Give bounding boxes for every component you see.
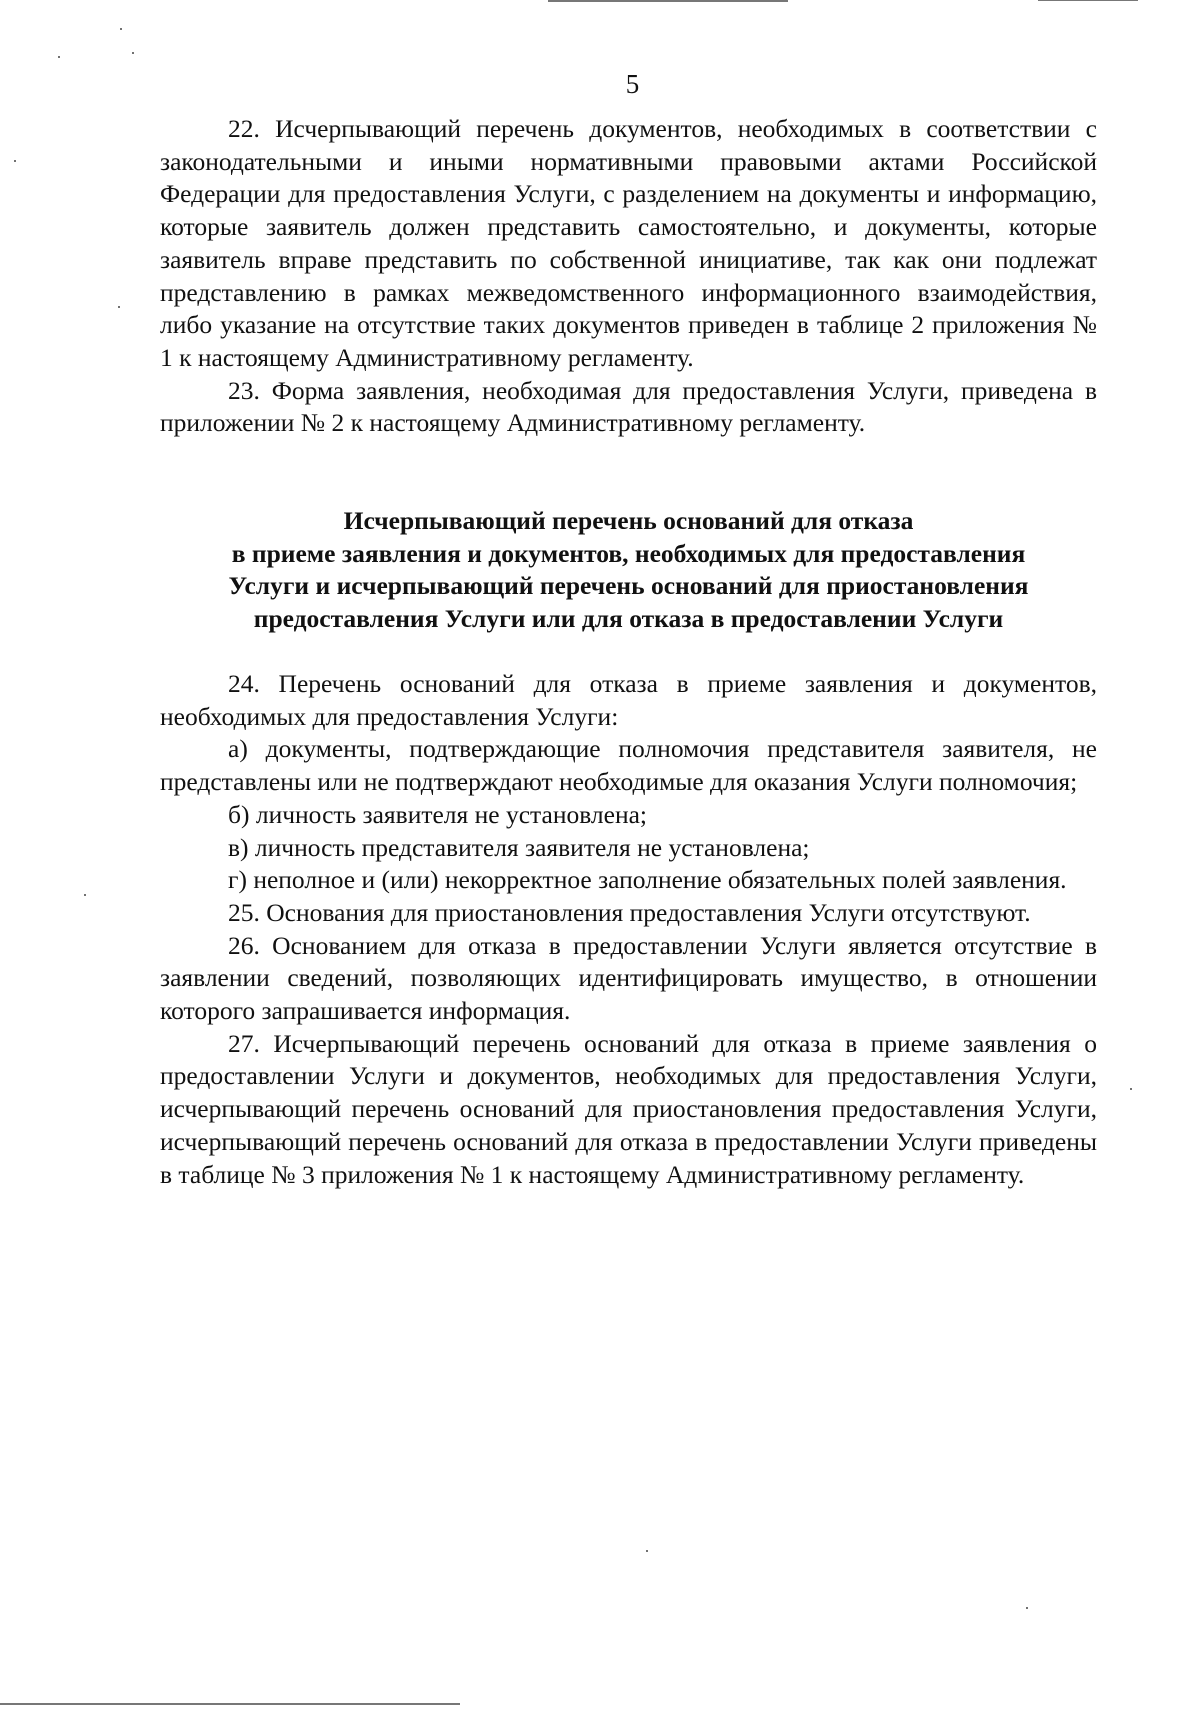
heading-line: в приеме заявления и документов, необходимых для предоставления	[231, 538, 1026, 568]
scan-speck	[14, 160, 16, 162]
paragraph-24: 24. Перечень оснований для отказа в приеме заявления и документов, необходимых для предоставления Услуги:	[160, 669, 1097, 731]
scan-edge-top-right	[1038, 0, 1138, 1]
scan-speck	[1026, 1607, 1028, 1609]
page-number: 5	[625, 69, 640, 99]
scan-speck	[120, 28, 122, 30]
section-intro	[160, 113, 1097, 440]
paragraph-25: 25. Основания для приостановления предоставления Услуги отсутствуют.	[228, 897, 1031, 927]
scan-speck	[132, 52, 134, 54]
heading-line: Исчерпывающий перечень оснований для отказа	[343, 506, 914, 535]
scan-speck	[58, 56, 60, 58]
heading-line: предоставления Услуги или для отказа в предоставлении Услуги	[253, 603, 1004, 633]
list-item-a: а) документы, подтверждающие полномочия представителя заявителя, не представлены или не подтверждают необходимые для оказания Услуги полномочия;	[160, 734, 1097, 797]
scan-edge-bottom	[0, 1703, 460, 1705]
scan-speck	[118, 306, 120, 308]
paragraph-26: 26. Основанием для отказа в предоставлении Услуги является отсутствие в заявлении сведений, позволяющих идентифицировать имущество, в отношении которого запрашивается информация.	[160, 930, 1097, 1026]
list-item-b: б) личность заявителя не установлена;	[228, 799, 648, 829]
paragraph-22: 22. Исчерпывающий перечень документов, необходимых в соответствии с законодательными и иными нормативными правовыми актами Российской Федерации для предоставления Услуги, с разделением на документы и информацию, которые заявитель должен представить самостоятельно, и документы, которые заявитель вправе представить по собственной инициативе, так как они подлежат представлению в рамках межведомственного информационного взаимодействия, либо указание на отсутствие таких документов приведен в таблице 2 приложения № 1 к настоящему Административному регламенту.	[160, 114, 1097, 372]
scan-speck	[1130, 1088, 1132, 1090]
list-item-v: в) личность представителя заявителя не установлена;	[228, 832, 810, 862]
section-grounds	[160, 668, 1097, 1191]
section-heading	[160, 505, 1097, 635]
scan-speck	[84, 894, 86, 896]
scan-speck	[646, 1550, 648, 1552]
list-item-g: г) неполное и (или) некорректное заполнение обязательных полей заявления.	[228, 865, 1067, 895]
heading-line: Услуги и исчерпывающий перечень оснований для приостановления	[228, 571, 1029, 600]
scan-edge-top	[548, 0, 788, 2]
paragraph-27: 27. Исчерпывающий перечень оснований для отказа в приеме заявления о предоставлении Услуги и документов, необходимых для предоставления Услуги, исчерпывающий перечень оснований для приостановления предоставления Услуги, исчерпывающий перечень оснований для отказа в предоставлении Услуги приведены в таблице № 3 приложения № 1 к настоящему Административному регламенту.	[160, 1028, 1097, 1189]
paragraph-23: 23. Форма заявления, необходимая для предоставления Услуги, приведена в приложении № 2 к настоящему Административному регламенту.	[160, 375, 1097, 438]
